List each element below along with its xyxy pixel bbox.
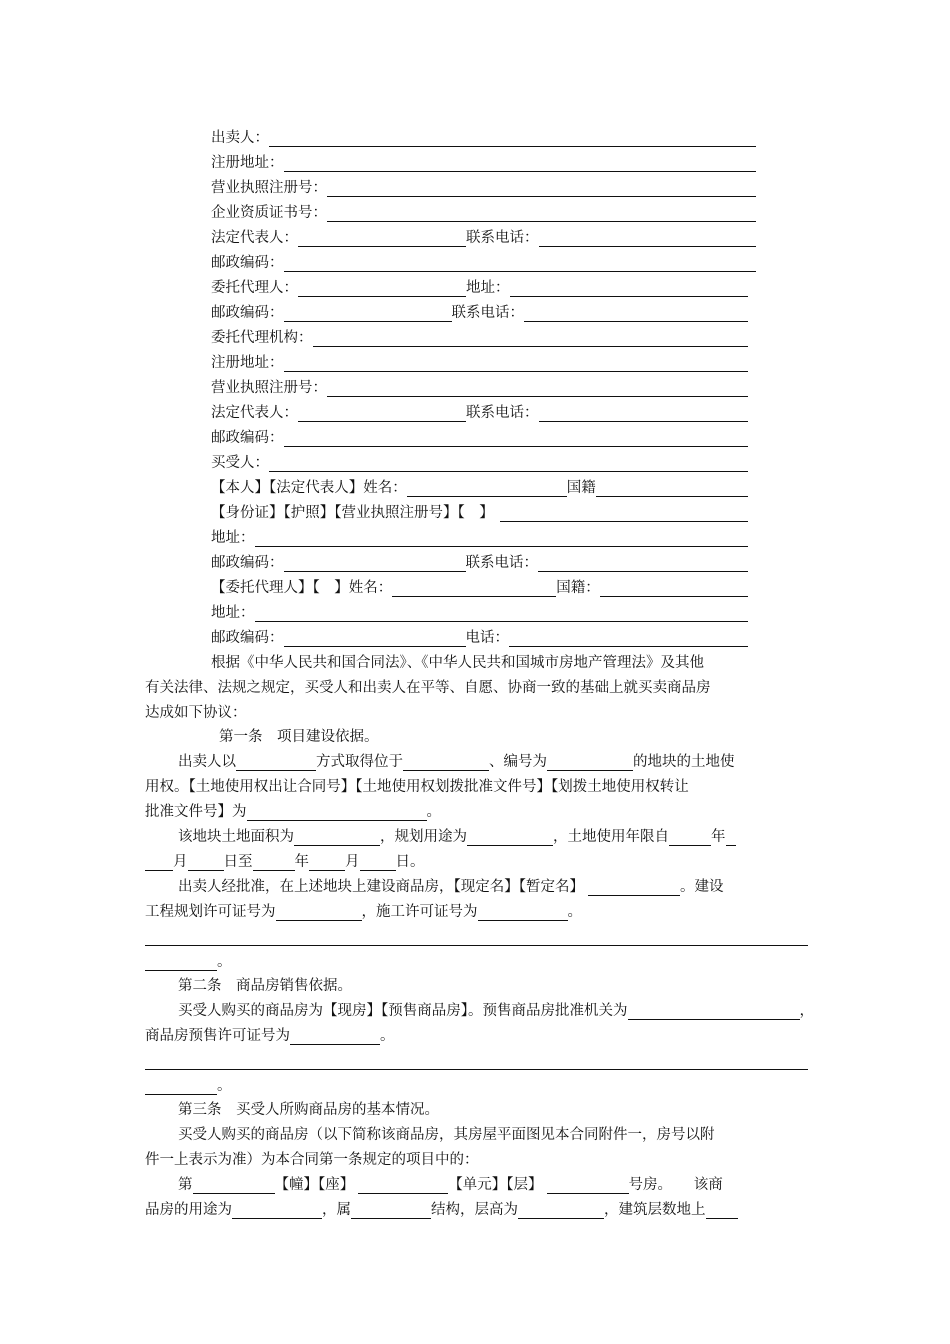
legal-rep-label: 法定代表人： xyxy=(211,230,298,246)
text-segment: 的地块的土地使 xyxy=(633,754,735,770)
legal-rep-row xyxy=(211,226,756,250)
address-label: 地址： xyxy=(466,280,510,296)
buyer-postcode-row xyxy=(211,551,748,575)
preamble-line-2: 有关法律、法规之规定，买受人和出卖人在平等、自愿、协商一致的基础上就买卖商品房 xyxy=(145,680,711,696)
agency-phone-label: 联系电话： xyxy=(466,405,539,421)
buyer-label: 买受人： xyxy=(211,455,269,471)
seller-label: 出卖人： xyxy=(211,130,269,146)
start-year-field[interactable] xyxy=(669,828,711,846)
agency-phone-field[interactable] xyxy=(539,404,749,422)
agent-address-field[interactable] xyxy=(510,279,749,297)
end-month-field[interactable] xyxy=(309,853,345,871)
project-name-field[interactable] xyxy=(588,878,680,896)
license-no-label: 营业执照注册号： xyxy=(211,180,327,196)
text-segment: 年 xyxy=(711,829,726,845)
presale-permit-field[interactable] xyxy=(290,1027,380,1045)
text-segment: 第 xyxy=(178,1177,193,1193)
buyer-id-docs-row xyxy=(211,501,748,525)
buyer-agent-phone-field[interactable] xyxy=(509,629,748,647)
phone2-label: 联系电话： xyxy=(451,305,524,321)
planned-use-field[interactable] xyxy=(467,828,553,846)
floors-above-field[interactable] xyxy=(706,1201,738,1219)
seller-row xyxy=(211,126,756,150)
article2-extra-line-end xyxy=(145,1074,232,1098)
article1-extra-field-2[interactable] xyxy=(145,953,217,971)
text-segment: 买受人购买的商品房为【现房】【预售商品房】。预售商品房批准机关为 xyxy=(178,1003,628,1019)
article1-p1-line3 xyxy=(145,800,441,824)
text-segment: ，规划用途为 xyxy=(380,829,467,845)
building-no-field[interactable] xyxy=(193,1176,275,1194)
buyer-address-row xyxy=(211,526,748,550)
postcode-label: 邮政编码： xyxy=(211,255,284,271)
article1-p2-line1 xyxy=(178,825,808,849)
land-number-field[interactable] xyxy=(547,753,633,771)
text-segment: 。 xyxy=(217,1078,232,1094)
qualification-field[interactable] xyxy=(327,204,756,222)
house-use-field[interactable] xyxy=(232,1201,322,1219)
text-segment: 月 xyxy=(345,854,360,870)
article2-extra-field[interactable] xyxy=(145,1052,808,1070)
agency-postcode-row xyxy=(211,426,748,450)
text-segment: 。 xyxy=(217,954,232,970)
agency-row xyxy=(211,326,748,350)
preamble-line-3: 达成如下协议： xyxy=(145,705,247,721)
postcode2-label: 邮政编码： xyxy=(211,305,284,321)
agency-field[interactable] xyxy=(313,329,749,347)
buyer-name-field[interactable] xyxy=(269,454,748,472)
text-segment: 。 xyxy=(426,804,441,820)
article3-p2-line1 xyxy=(178,1173,808,1197)
license-no-row xyxy=(211,176,756,200)
article1-p1-line2: 用权。【土地使用权出让合同号】【土地使用权划拨批准文件号】【划拨土地使用权转让 xyxy=(145,779,689,795)
text-segment: 【单元】【层】 xyxy=(448,1177,543,1193)
text-segment: 商品房预售许可证号为 xyxy=(145,1028,290,1044)
text-segment: ，建筑层数地上 xyxy=(604,1202,706,1218)
preamble-line-1: 根据《中华人民共和国合同法》、《中华人民共和国城市房地产管理法》及其他 xyxy=(211,655,704,671)
nationality-label: 国籍 xyxy=(566,480,596,496)
license-no-field[interactable] xyxy=(327,179,756,197)
text-segment: 。 xyxy=(567,904,582,920)
text-segment: ，土地使用年限自 xyxy=(553,829,669,845)
text-segment: ，施工许可证号为 xyxy=(361,904,478,920)
article2-p1-line1 xyxy=(178,999,814,1023)
agency-license-label: 营业执照注册号： xyxy=(211,380,327,396)
article2-extra-field-2[interactable] xyxy=(145,1077,217,1095)
buyer-agent-row xyxy=(211,576,748,600)
agent-row xyxy=(211,276,748,300)
article2-title: 第二条 商品房销售依据。 xyxy=(178,978,352,994)
text-segment: 日至 xyxy=(223,854,253,870)
start-day-field[interactable] xyxy=(188,853,224,871)
article1-extra-line xyxy=(145,925,808,949)
text-segment: 、编号为 xyxy=(489,754,547,770)
article1-p2-line2 xyxy=(145,850,425,874)
construction-permit-field[interactable] xyxy=(478,903,568,921)
qualification-label: 企业资质证书号： xyxy=(211,205,327,221)
end-day-field[interactable] xyxy=(360,853,396,871)
article1-extra-field[interactable] xyxy=(145,928,808,946)
buyer-postcode-label: 邮政编码： xyxy=(211,555,284,571)
article1-extra-line-end xyxy=(145,950,232,974)
buyer-agent-address-label: 地址： xyxy=(211,605,255,621)
agency-legal-rep-field[interactable] xyxy=(298,404,466,422)
seller-reg-address-row xyxy=(211,151,756,175)
postcode-field[interactable] xyxy=(284,254,757,272)
reg-address-label: 注册地址： xyxy=(211,155,284,171)
agency-legal-rep-label: 法定代表人： xyxy=(211,405,298,421)
buyer-name-input[interactable] xyxy=(407,479,567,497)
end-year-field[interactable] xyxy=(253,853,295,871)
article2-extra-line xyxy=(145,1049,808,1073)
land-location-field[interactable] xyxy=(403,753,489,771)
text-segment: 方式取得位于 xyxy=(316,754,403,770)
buyer-row xyxy=(211,451,748,475)
text-segment: 。建设 xyxy=(680,879,724,895)
identity-label: 【本人】【法定代表人】姓名： xyxy=(211,480,407,496)
agency-reg-address-field[interactable] xyxy=(284,354,749,372)
text-segment: ，属 xyxy=(322,1202,351,1218)
buyer-agent-name-field[interactable] xyxy=(392,579,556,597)
buyer-agent-label: 【委托代理人】【 】姓名： xyxy=(211,580,393,596)
unit-no-field[interactable] xyxy=(358,1176,448,1194)
text-segment: 日。 xyxy=(395,854,425,870)
land-area-field[interactable] xyxy=(294,828,380,846)
article1-p3-line2 xyxy=(145,900,582,924)
agency-license-row xyxy=(211,376,748,400)
text-segment: 出卖人经批准，在上述地块上建设商品房，【现定名】【暂定名】 xyxy=(178,879,584,895)
buyer-agent-nationality-field[interactable] xyxy=(600,579,748,597)
room-no-field[interactable] xyxy=(547,1176,629,1194)
text-segment: 出卖人以 xyxy=(178,754,236,770)
article3-p2-line2 xyxy=(145,1198,808,1222)
presale-authority-field[interactable] xyxy=(628,1002,800,1020)
agency-license-field[interactable] xyxy=(327,379,748,397)
article3-p1-line1: 买受人购买的商品房（以下简称该商品房，其房屋平面图见本合同附件一，房号以附 xyxy=(178,1127,715,1143)
article3-title: 第三条 买受人所购商品房的基本情况。 xyxy=(178,1102,439,1118)
land-contract-no-field[interactable] xyxy=(247,803,427,821)
start-month-cont-field[interactable] xyxy=(145,853,173,871)
buyer-phone-field[interactable] xyxy=(538,554,748,572)
agent-field[interactable] xyxy=(298,279,466,297)
text-segment: 【幢】【座】 xyxy=(274,1177,355,1193)
buyer-agent-postcode-label: 邮政编码： xyxy=(211,630,284,646)
buyer-address-field[interactable] xyxy=(255,529,749,547)
qualification-row xyxy=(211,201,756,225)
buyer-agent-address-row xyxy=(211,601,748,625)
legal-rep-field[interactable] xyxy=(298,229,466,247)
agency-reg-address-row xyxy=(211,351,748,375)
postcode-row xyxy=(211,251,756,275)
text-segment: 品房的用途为 xyxy=(145,1202,232,1218)
buyer-agent-address-field[interactable] xyxy=(255,604,749,622)
text-segment: 号房。 该商 xyxy=(628,1177,723,1193)
agency-postcode-field[interactable] xyxy=(284,429,749,447)
phone2-field[interactable] xyxy=(524,304,748,322)
nationality-field[interactable] xyxy=(596,479,748,497)
buyer-agent-postcode-row xyxy=(211,626,748,650)
phone-label: 联系电话： xyxy=(466,230,539,246)
planning-permit-field[interactable] xyxy=(276,903,362,921)
postcode2-row xyxy=(211,301,748,325)
phone-field[interactable] xyxy=(539,229,757,247)
agent-label: 委托代理人： xyxy=(211,280,298,296)
buyer-address-label: 地址： xyxy=(211,530,255,546)
article3-p1-line2: 件一上表示为准）为本合同第一条规定的项目中的： xyxy=(145,1152,479,1168)
article1-p1-line1 xyxy=(178,750,808,774)
agency-label: 委托代理机构： xyxy=(211,330,313,346)
id-docs-label: 【身份证】【护照】【营业执照注册号】【 】 xyxy=(211,505,494,521)
text-segment: 该地块土地面积为 xyxy=(178,829,294,845)
article1-title: 第一条 项目建设依据。 xyxy=(219,729,379,745)
land-acquire-method-field[interactable] xyxy=(236,753,316,771)
buyer-identity-row xyxy=(211,476,748,500)
id-number-field[interactable] xyxy=(500,504,748,522)
reg-address-field[interactable] xyxy=(284,154,757,172)
buyer-agent-postcode-field[interactable] xyxy=(284,629,466,647)
text-segment: ， xyxy=(799,1003,814,1019)
agency-postcode-label: 邮政编码： xyxy=(211,430,284,446)
text-segment: 批准文件号】为 xyxy=(145,804,247,820)
seller-name-field[interactable] xyxy=(269,129,756,147)
agency-reg-address-label: 注册地址： xyxy=(211,355,284,371)
text-segment: 工程规划许可证号为 xyxy=(145,904,276,920)
text-segment: 年 xyxy=(294,854,309,870)
start-month-field[interactable] xyxy=(726,828,736,846)
floor-height-field[interactable] xyxy=(518,1201,604,1219)
buyer-agent-nationality-label: 国籍： xyxy=(556,580,600,596)
article2-p1-line2 xyxy=(145,1024,395,1048)
buyer-agent-phone-label: 电话： xyxy=(465,630,509,646)
text-segment: 结构，层高为 xyxy=(431,1202,518,1218)
text-segment: 月 xyxy=(173,854,188,870)
buyer-postcode-field[interactable] xyxy=(284,554,466,572)
postcode2-field[interactable] xyxy=(284,304,452,322)
article1-p3-line1 xyxy=(178,875,808,899)
agency-legal-rep-row xyxy=(211,401,748,425)
text-segment: 。 xyxy=(380,1028,395,1044)
buyer-phone-label: 联系电话： xyxy=(465,555,538,571)
structure-field[interactable] xyxy=(351,1201,431,1219)
